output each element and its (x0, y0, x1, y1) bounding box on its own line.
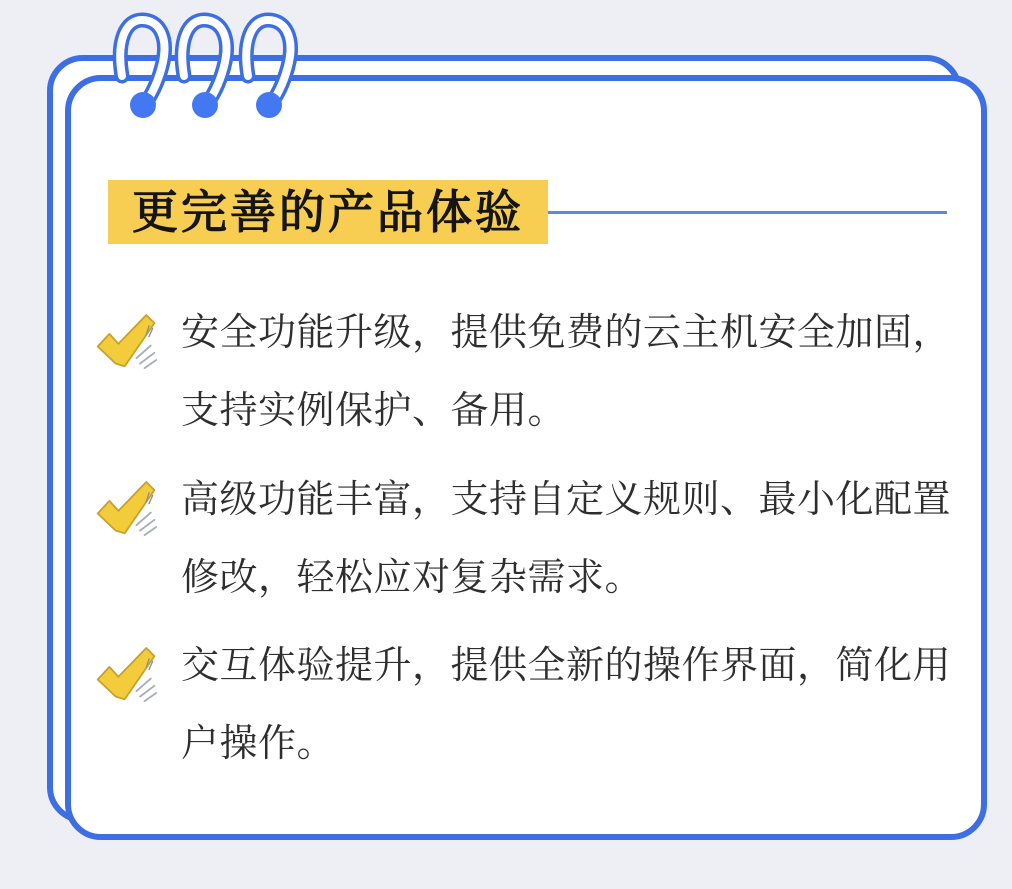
bullet-line: 修改，轻松应对复杂需求。 (181, 557, 644, 599)
title-underline (548, 211, 947, 214)
bullet-line: 交互体验提升，提供全新的操作界面，简化用 (181, 645, 952, 687)
list-item (95, 627, 981, 783)
bullet-line: 支持实例保护、备用。 (181, 390, 567, 432)
section-title: 更完善的产品体验 (132, 186, 524, 238)
section-title-highlight (108, 180, 548, 244)
spiral-binding-icon (90, 12, 314, 124)
list-item (95, 461, 981, 617)
spiral-ring-icon (182, 20, 226, 118)
checkmark-icon (95, 461, 181, 546)
bullet-line: 安全功能升级，提供免费的云主机安全加固， (181, 312, 952, 354)
bullet-line: 户操作。 (181, 723, 336, 765)
spiral-ring-icon (120, 20, 164, 118)
list-item (95, 294, 981, 450)
spiral-ring-icon (246, 20, 290, 118)
notepad-front-sheet (65, 75, 987, 840)
checkmark-icon (95, 627, 181, 712)
bullet-line: 高级功能丰富，支持自定义规则、最小化配置 (181, 479, 952, 521)
checkmark-icon (95, 294, 181, 379)
